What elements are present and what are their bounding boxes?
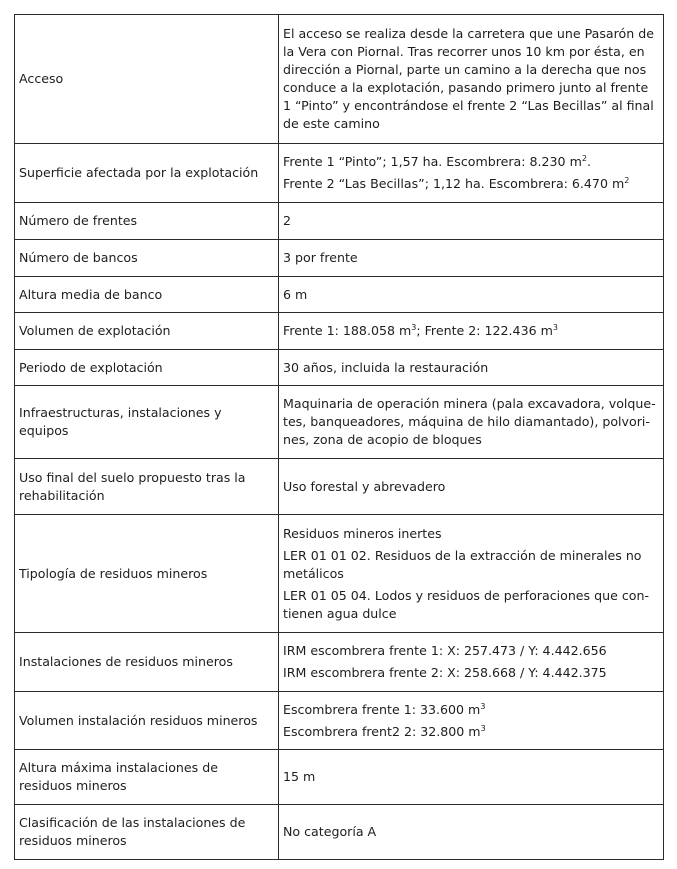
row-value: [279, 515, 664, 633]
table-row: [15, 277, 664, 313]
row-label: Altura máxima instalaciones de residuos mineros: [15, 750, 279, 805]
table-row: [15, 144, 664, 203]
row-value: [279, 692, 664, 750]
row-value: [279, 633, 664, 692]
table-row: [15, 240, 664, 277]
row-label: Superficie afectada por la explotación: [15, 144, 279, 203]
row-label: Instalaciones de residuos mineros: [15, 633, 279, 692]
row-value: 3 por frente: [279, 240, 664, 277]
table-row: [15, 750, 664, 805]
value-line: Escombrera frent2 2: 32.800 $m^3$: [283, 723, 486, 739]
row-label: Volumen instalación residuos mineros: [15, 692, 279, 750]
table-row: [15, 805, 664, 860]
row-label: Altura media de banco: [15, 277, 279, 313]
row-label: Número de bancos: [15, 240, 279, 277]
row-label: Periodo de explotación: [15, 350, 279, 386]
value-line: Frente 1 “Pinto”; 1,57 ha. Escombrera: 8.230 $m^2$.: [283, 154, 591, 169]
table-row: [15, 386, 664, 459]
row-label: Infraestructuras, instalaciones y equipos: [15, 386, 279, 459]
project-data-table: [14, 14, 664, 860]
row-label: Uso final del suelo propuesto tras la rehabilitación: [15, 459, 279, 515]
value-line: Frente 2 “Las Becillas”; 1,12 ha. Escombrera: 6.470 $m^2$: [283, 176, 630, 191]
row-value: 6 m: [279, 277, 664, 313]
table-row: [15, 203, 664, 240]
value-line: Escombrera frente 1: 33.600 $m^3$: [283, 701, 486, 717]
value-line: IRM escombrera frente 2: X: 258.668 / Y: 4.442.375: [283, 665, 607, 680]
table-row: [15, 15, 664, 144]
row-value: Maquinaria de operación minera (pala excavadora, volque-tes, banqueadores, máquina de hilo diamantado), polvori-nes, zona de acopio de bloques: [279, 386, 664, 459]
table-row: [15, 350, 664, 386]
row-label: Tipología de residuos mineros: [15, 515, 279, 633]
row-value: El acceso se realiza desde la carretera que une Pasarón de la Vera con Piornal. Tras recorrer unos 10 km por ésta, en dirección a Piornal, parte un camino a la derecha que nos conduce a la explotación, pasando primero junto al frente 1 “Pinto” y encontrándose el frente 2 “Las Becillas” al final de este camino: [279, 15, 664, 144]
table-row: [15, 459, 664, 515]
row-value: [279, 144, 664, 203]
table-row: [15, 692, 664, 750]
value-line: LER 01 01 02. Residuos de la extracción de minerales no metálicos: [283, 547, 642, 581]
table-row: [15, 313, 664, 350]
row-label: Número de frentes: [15, 203, 279, 240]
row-value: 2: [279, 203, 664, 240]
row-value: Uso forestal y abrevadero: [279, 459, 664, 515]
row-label: Acceso: [15, 15, 279, 144]
row-value: No categoría A: [279, 805, 664, 860]
row-value: Frente 1: 188.058 $m^3$; Frente 2: 122.436 $m^3$: [279, 313, 664, 350]
table-row: [15, 515, 664, 633]
value-line: LER 01 05 04. Lodos y residuos de perforaciones que con-tienen agua dulce: [283, 587, 649, 621]
row-label: Clasificación de las instalaciones de residuos mineros: [15, 805, 279, 860]
row-value: 30 años, incluida la restauración: [279, 350, 664, 386]
row-value: 15 m: [279, 750, 664, 805]
value-line: Residuos mineros inertes: [283, 525, 442, 541]
table-row: [15, 633, 664, 692]
value-line: IRM escombrera frente 1: X: 257.473 / Y: 4.442.656: [283, 643, 607, 658]
row-label: Volumen de explotación: [15, 313, 279, 350]
